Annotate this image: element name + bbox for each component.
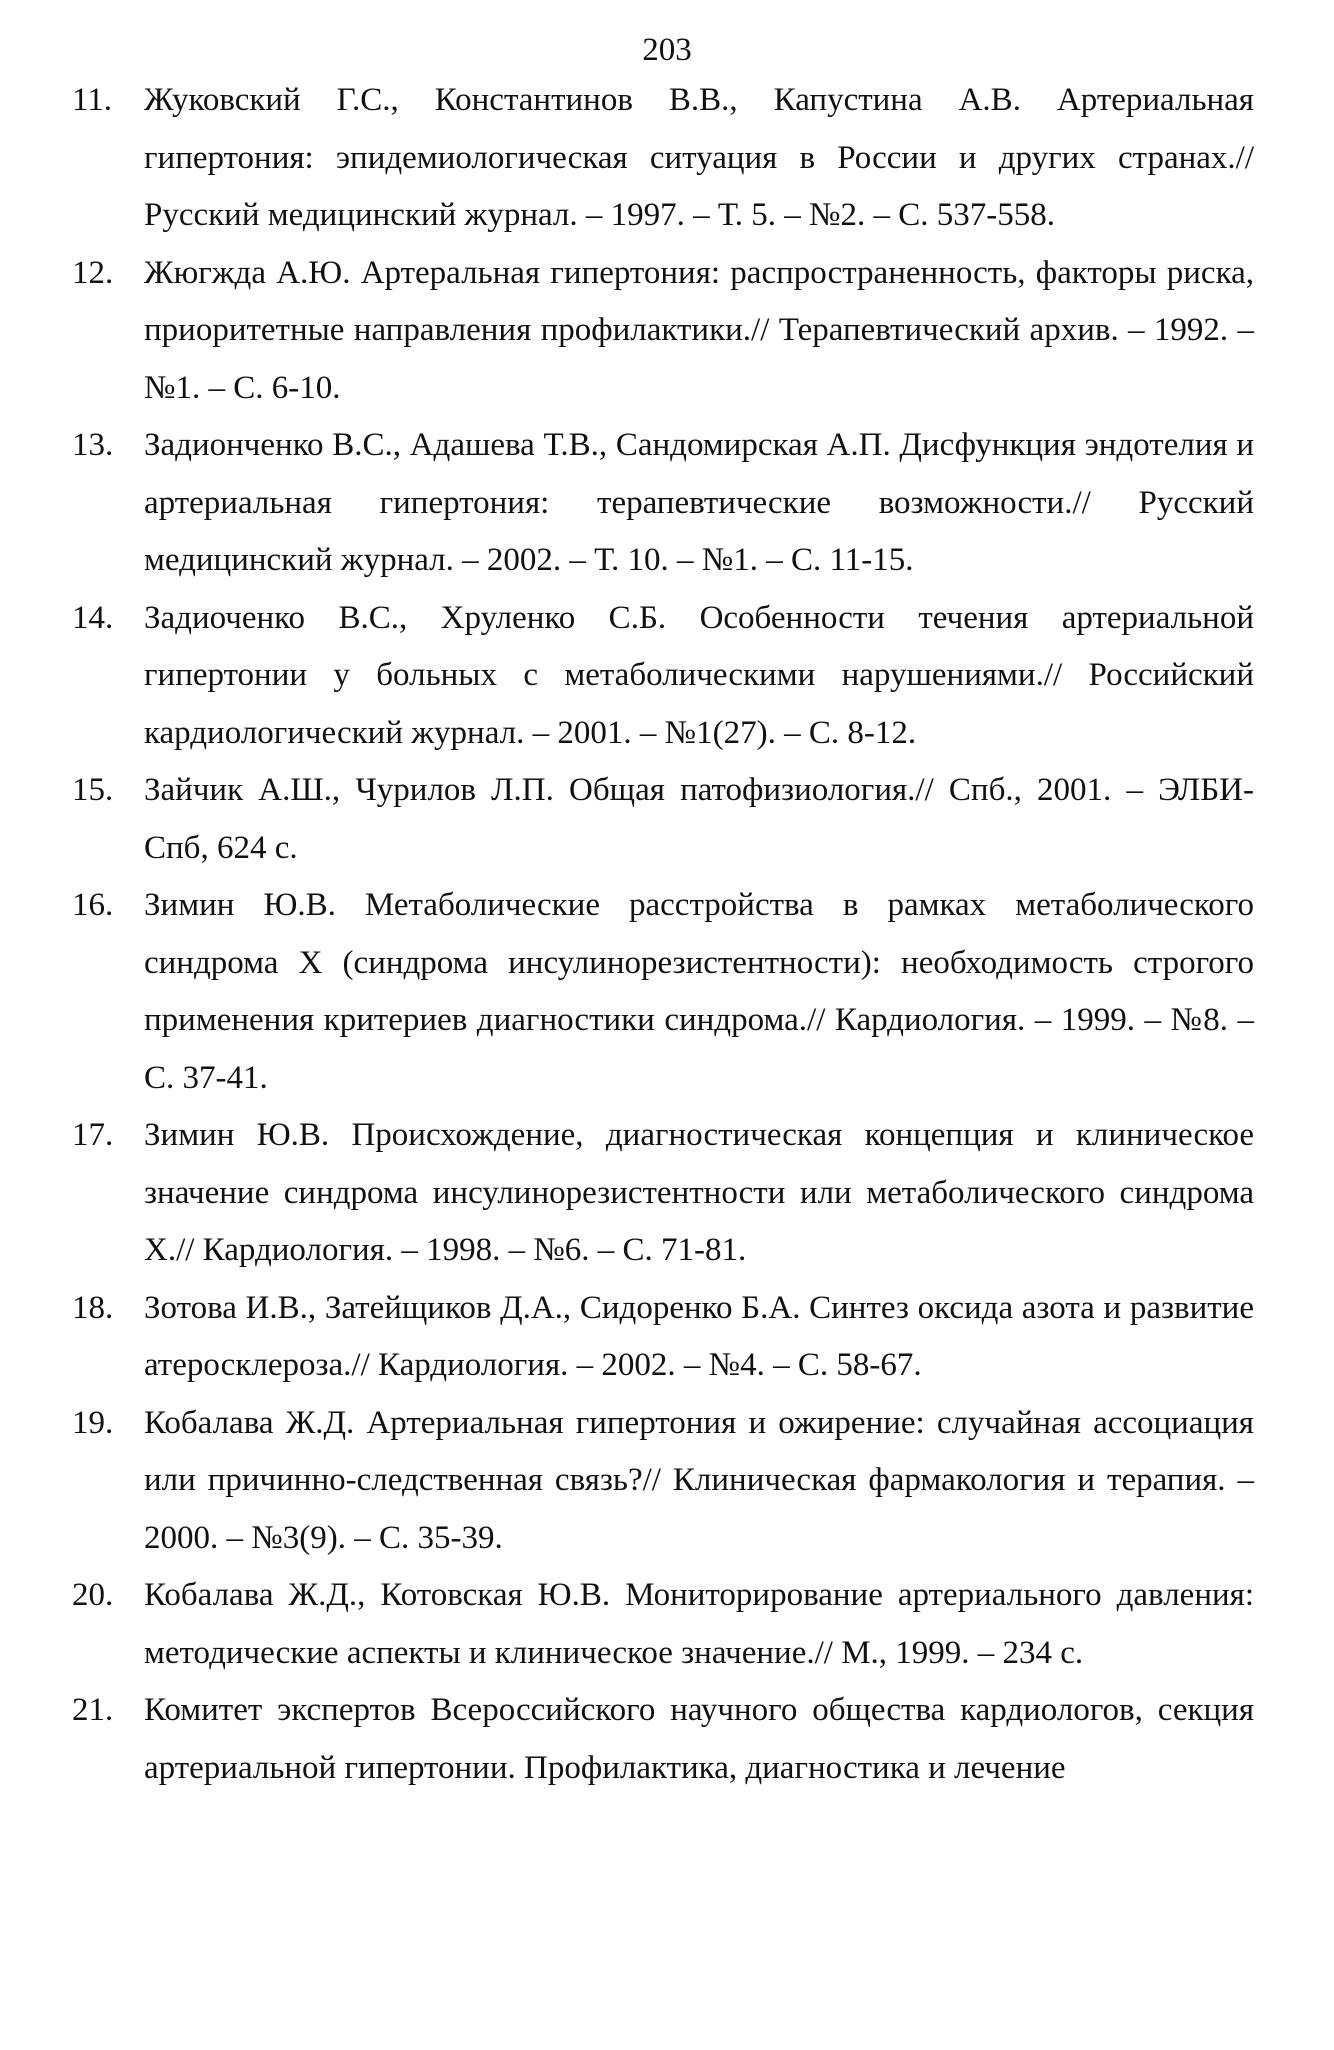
reference-text: Кобалава Ж.Д., Котовская Ю.В. Мониторирование артериального давления: методические аспекты и клиническое значение.// М., 1999. – 234 с. bbox=[144, 1577, 1254, 1671]
reference-item bbox=[72, 1107, 1254, 1280]
reference-text: Зимин Ю.В. Метаболические расстройства в рамках метаболического синдрома X (синдрома инсулинорезистентности): необходимость строгого применения критериев диагностики синдрома.// Кардиология. – 1999. – №8. – С. 37-41. bbox=[144, 887, 1254, 1096]
reference-list bbox=[72, 72, 1254, 1797]
reference-number: 14. bbox=[72, 599, 114, 636]
reference-number: 11. bbox=[72, 82, 113, 118]
reference-number: 16. bbox=[72, 887, 114, 923]
reference-item bbox=[72, 1567, 1254, 1682]
reference-item bbox=[72, 877, 1254, 1107]
reference-text: Зимин Ю.В. Происхождение, диагностическая концепция и клиническое значение синдрома инсулинорезистентности или метаболического синдрома X.// Кардиология. – 1998. – №6. – С. 71-81. bbox=[144, 1117, 1254, 1268]
page-number: 203 bbox=[642, 32, 692, 68]
reference-number: 19. bbox=[72, 1404, 114, 1441]
reference-text: Комитет экспертов Всероссийского научного общества кардиологов, секция артериальной гипертонии. Профилактика, диагностика и лечение bbox=[144, 1692, 1254, 1786]
reference-item bbox=[72, 417, 1254, 590]
reference-text: Жуковский Г.С., Константинов В.В., Капустина А.В. Артериальная гипертония: эпидемиологическая ситуация в России и других странах.// Русский медицинский журнал. – 1997. – Т. 5. – №2. – С. 537-558. bbox=[144, 82, 1254, 233]
reference-item bbox=[72, 590, 1254, 763]
reference-number: 18. bbox=[72, 1289, 114, 1326]
reference-item bbox=[72, 1395, 1254, 1568]
reference-item bbox=[72, 245, 1254, 418]
reference-number: 15. bbox=[72, 772, 114, 808]
reference-text: Жюгжда А.Ю. Артеральная гипертония: распространенность, факторы риска, приоритетные направления профилактики.// Терапевтический архив. – 1992. – №1. – С. 6-10. bbox=[144, 254, 1254, 406]
reference-text: Зайчик А.Ш., Чурилов Л.П. Общая патофизиология.// Спб., 2001. – ЭЛБИ-Спб, 624 с. bbox=[144, 772, 1254, 866]
reference-item bbox=[72, 1280, 1254, 1395]
reference-number: 13. bbox=[72, 427, 114, 463]
reference-text: Зотова И.В., Затейщиков Д.А., Сидоренко Б.А. Синтез оксида азота и развитие атеросклероза.// Кардиология. – 2002. – №4. – С. 58-67. bbox=[144, 1289, 1254, 1383]
reference-text: Кобалава Ж.Д. Артериальная гипертония и ожирение: случайная ассоциация или причинно-следственная связь?// Клиническая фармакология и терапия. – 2000. – №3(9). – С. 35-39. bbox=[144, 1404, 1254, 1556]
reference-number: 21. bbox=[72, 1692, 114, 1728]
reference-item bbox=[72, 1682, 1254, 1797]
reference-text: Задиоченко В.С., Хруленко С.Б. Особенности течения артериальной гипертонии у больных с метаболическими нарушениями.// Российский кардиологический журнал. – 2001. – №1(27). – С. 8-12. bbox=[144, 599, 1254, 751]
reference-number: 17. bbox=[72, 1117, 114, 1153]
reference-item bbox=[72, 762, 1254, 877]
reference-item bbox=[72, 72, 1254, 245]
reference-text: Задионченко В.С., Адашева Т.В., Сандомирская А.П. Дисфункция эндотелия и артериальная гипертония: терапевтические возможности.// Русский медицинский журнал. – 2002. – Т. 10. – №1. – С. 11-15. bbox=[144, 427, 1254, 578]
reference-number: 12. bbox=[72, 254, 114, 291]
reference-number: 20. bbox=[72, 1577, 114, 1613]
